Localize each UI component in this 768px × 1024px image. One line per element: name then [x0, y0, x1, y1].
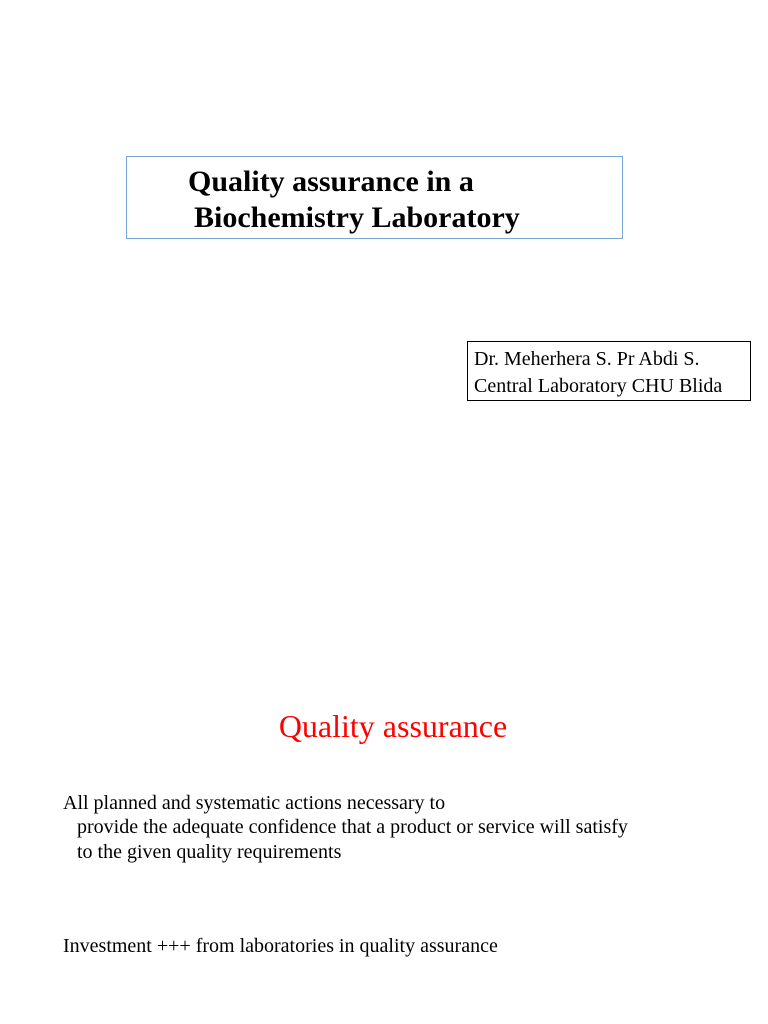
author-names: Dr. Meherhera S. Pr Abdi S. [474, 348, 700, 370]
title-line-1: Quality assurance in a [188, 165, 474, 198]
title-box [126, 156, 623, 239]
definition-line-2: provide the adequate confidence that a product or service will satisfy [77, 816, 628, 838]
author-affiliation: Central Laboratory CHU Blida [474, 375, 723, 397]
section-heading: Quality assurance [278, 708, 508, 744]
definition-line-1: All planned and systematic actions necessary to [63, 792, 446, 814]
investment-note: Investment +++ from laboratories in quality assurance [63, 935, 498, 957]
definition-line-3: to the given quality requirements [77, 841, 342, 863]
author-box [467, 341, 751, 401]
title-line-2: Biochemistry Laboratory [194, 201, 520, 234]
